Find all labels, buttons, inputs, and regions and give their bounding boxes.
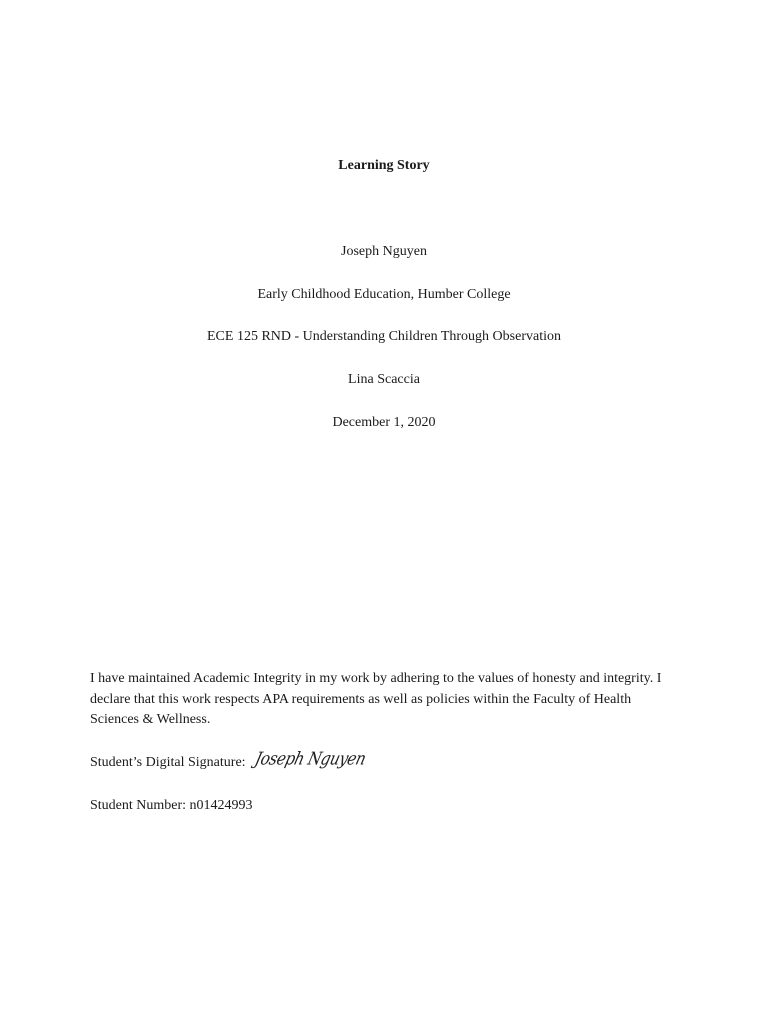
institution-affiliation: Early Childhood Education, Humber College	[257, 287, 511, 302]
student-number-line	[90, 797, 253, 815]
academic-integrity-statement: I have maintained Academic Integrity in my work by adhering to the values of honesty and integrity. I declare that this work respects APA requirements as well as policies within the Faculty of Health Sciences & Wellness.	[90, 671, 662, 727]
student-number-value: n01424993	[189, 798, 253, 813]
signature-label: Student’s Digital Signature:	[90, 755, 246, 770]
instructor-name: Lina Scaccia	[348, 372, 420, 387]
signature-line	[90, 748, 369, 775]
handwritten-signature: Joseph Nguyen	[252, 748, 369, 770]
submission-date: December 1, 2020	[332, 415, 436, 430]
author-name: Joseph Nguyen	[341, 244, 427, 259]
document-title: Learning Story	[338, 158, 430, 173]
course-name: ECE 125 RND - Understanding Children Through Observation	[207, 329, 561, 344]
student-number-label: Student Number:	[90, 798, 187, 813]
